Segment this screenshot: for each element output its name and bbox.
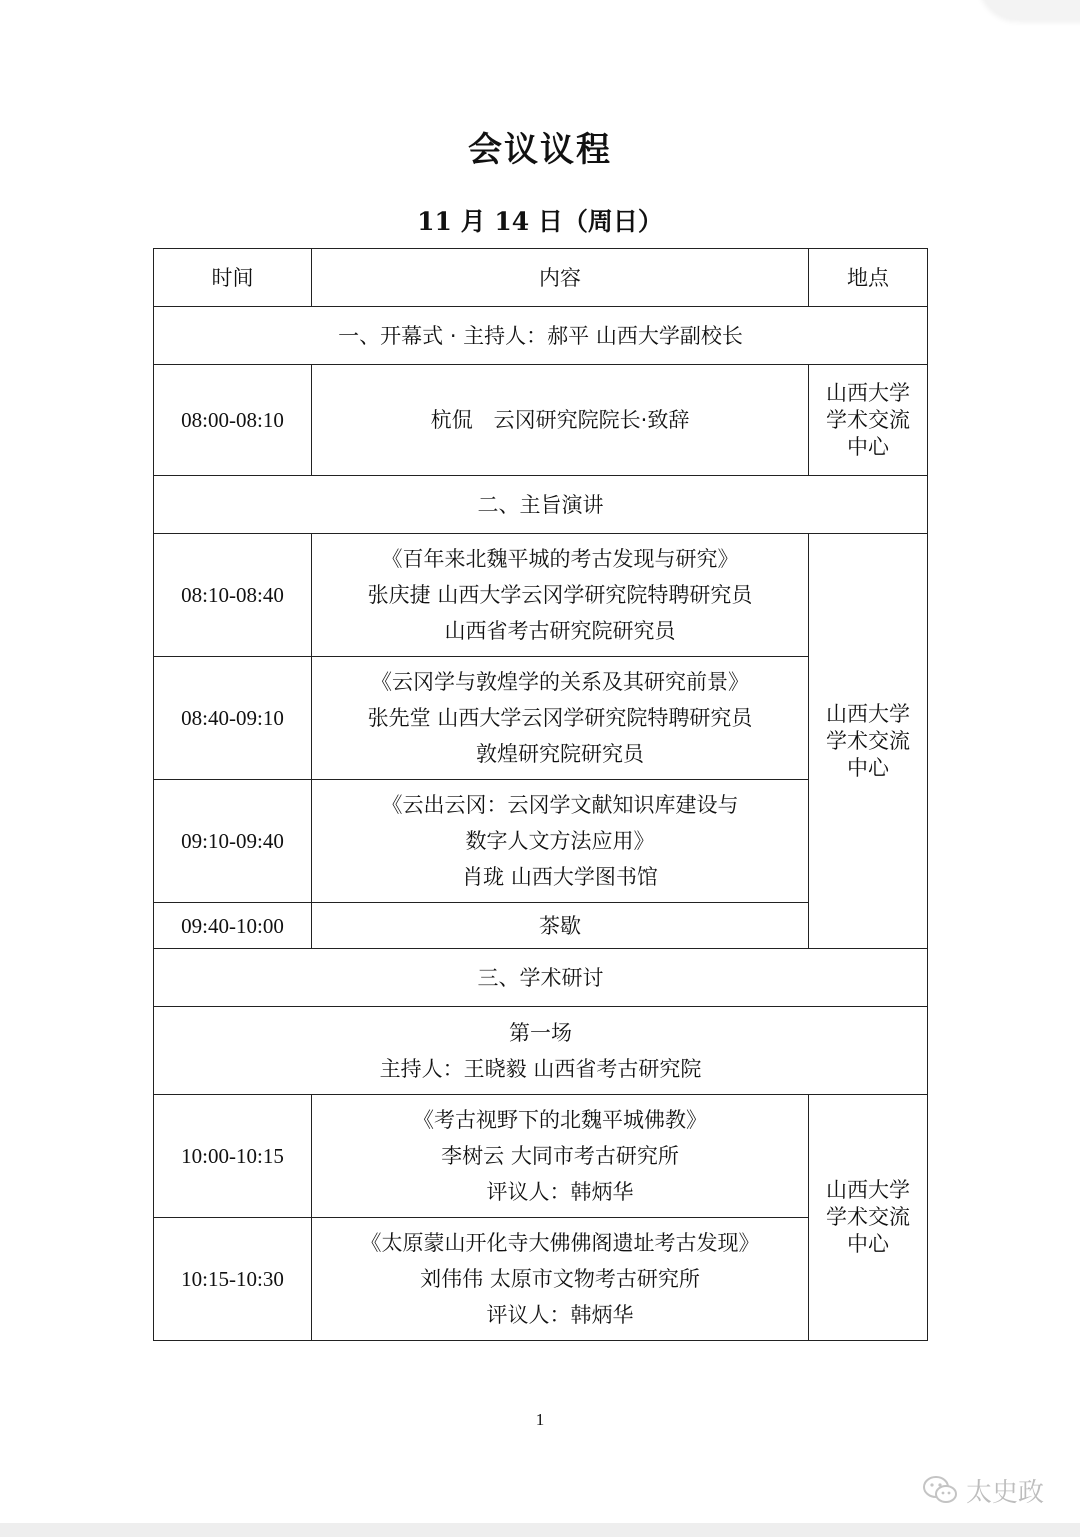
row-content [312, 780, 809, 903]
session-host: 主持人：王晓毅 山西省考古研究院 [379, 1056, 702, 1081]
content-line: 杭侃 云冈研究院院长·致辞 [430, 408, 690, 432]
row-content [312, 903, 809, 949]
row-location [809, 1095, 928, 1341]
location-line: 山西大学 [826, 380, 910, 405]
page-title: 会议议程 [468, 130, 612, 170]
row-content [312, 1218, 809, 1341]
row-time: 08:40-09:10 [154, 657, 312, 780]
section-row [154, 949, 928, 1007]
session-title: 第一场 [509, 1020, 572, 1045]
location-line: 学术交流 [826, 1205, 910, 1229]
content-line: 评议人：韩炳华 [486, 1303, 634, 1327]
row-content [312, 657, 809, 780]
session-header [154, 1007, 928, 1095]
wechat-icon [922, 1475, 958, 1505]
row-content [312, 534, 809, 657]
section-keynote: 二、主旨演讲 [154, 476, 928, 534]
header-time: 时间 [154, 249, 312, 307]
row-time: 08:00-08:10 [154, 365, 312, 476]
row-time: 08:10-08:40 [154, 534, 312, 657]
agenda-table [153, 248, 928, 1341]
header-location: 地点 [809, 249, 928, 307]
watermark [922, 1470, 1044, 1510]
content-line: 《太原蒙山开化寺大佛佛阁遗址考古发现》 [360, 1231, 760, 1255]
row-content [312, 365, 809, 476]
content-line: 李树云 大同市考古研究所 [441, 1144, 679, 1168]
content-line: 评议人：韩炳华 [486, 1180, 634, 1204]
row-time: 10:15-10:30 [154, 1218, 312, 1341]
row-time: 09:10-09:40 [154, 780, 312, 903]
content-line: 张先堂 山西大学云冈学研究院特聘研究员 [367, 706, 753, 730]
table-row [154, 365, 928, 476]
page-corner-decoration [980, 0, 1080, 20]
section-row [154, 307, 928, 365]
watermark-text: 太史政 [966, 1477, 1045, 1508]
content-line: 茶歇 [539, 913, 581, 938]
row-content [312, 1095, 809, 1218]
row-location [809, 365, 928, 476]
location-line: 学术交流 [826, 728, 910, 753]
section-opening: 一、开幕式 · 主持人：郝平 山西大学副校长 [154, 307, 928, 365]
location-line: 山西大学 [826, 1178, 910, 1202]
table-header-row [154, 249, 928, 307]
location-line: 中心 [847, 1232, 889, 1256]
location-line: 中心 [847, 755, 889, 780]
page-number: 1 [535, 1410, 545, 1429]
agenda-date: 11 月 14 日（周日） [417, 207, 663, 236]
content-line: 《考古视野下的北魏平城佛教》 [413, 1108, 707, 1132]
page-bottom-edge [0, 1523, 1080, 1537]
header-content: 内容 [312, 249, 809, 307]
section-row [154, 1007, 928, 1095]
content-line: 山西省考古研究院研究员 [444, 619, 676, 643]
section-seminar: 三、学术研讨 [154, 949, 928, 1007]
content-line: 《云出云冈：云冈学文献知识库建设与 [381, 793, 739, 817]
content-line: 敦煌研究院研究员 [476, 742, 644, 766]
location-line: 中心 [847, 434, 889, 459]
content-line: 肖珑 山西大学图书馆 [462, 865, 658, 889]
content-line: 《云冈学与敦煌学的关系及其研究前景》 [371, 670, 749, 694]
location-line: 山西大学 [826, 701, 910, 726]
table-row [154, 534, 928, 657]
table-row [154, 1095, 928, 1218]
row-location [809, 534, 928, 949]
content-line: 张庆捷 山西大学云冈学研究院特聘研究员 [367, 583, 753, 607]
content-line: 刘伟伟 太原市文物考古研究所 [420, 1267, 700, 1291]
content-line: 《百年来北魏平城的考古发现与研究》 [381, 547, 739, 571]
row-time: 10:00-10:15 [154, 1095, 312, 1218]
section-row [154, 476, 928, 534]
location-line: 学术交流 [826, 407, 910, 432]
content-line: 数字人文方法应用》 [465, 829, 655, 853]
row-time: 09:40-10:00 [154, 903, 312, 949]
